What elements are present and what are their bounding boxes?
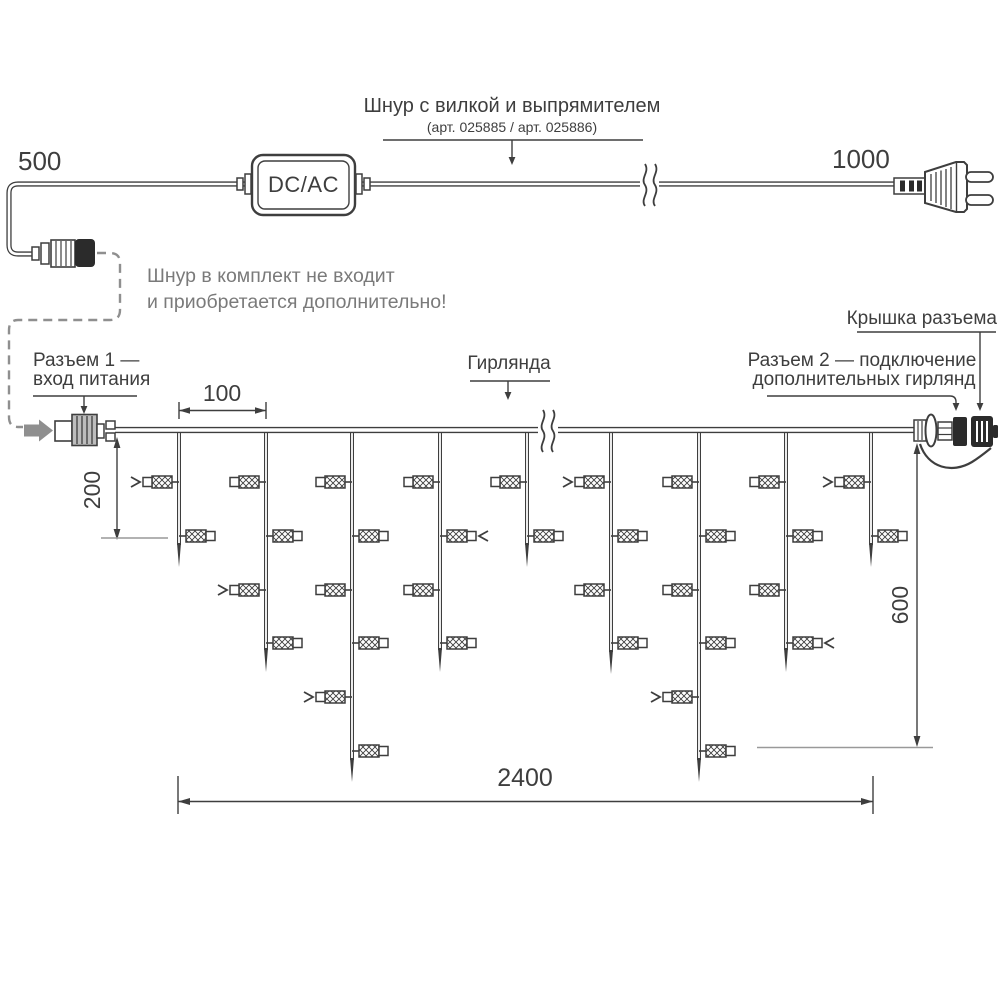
bulb-direction-arrow-icon xyxy=(131,477,140,487)
led-bulb-icon xyxy=(440,637,476,649)
led-bulb-icon xyxy=(352,637,388,649)
led-bulb-icon xyxy=(699,637,735,649)
led-bulb-icon xyxy=(266,530,302,542)
drop-4 xyxy=(404,430,488,672)
power-cord-wire xyxy=(9,184,896,254)
leader-connector1-label xyxy=(33,396,137,414)
drop-tip xyxy=(525,543,529,567)
led-bulb-icon xyxy=(786,637,834,649)
led-bulb-icon xyxy=(266,637,302,649)
leader-garland-label xyxy=(470,381,550,400)
drop-7 xyxy=(651,430,735,782)
garland-break-icon xyxy=(538,410,558,452)
connector2-label-line1: Разъем 2 — подключение xyxy=(747,350,977,371)
led-bulb-icon xyxy=(404,476,440,488)
bulb-direction-arrow-icon xyxy=(823,477,832,487)
led-bulb-icon xyxy=(230,476,266,488)
drop-tip xyxy=(697,758,701,782)
garland-drops xyxy=(131,430,907,782)
bulb-direction-arrow-icon xyxy=(563,477,572,487)
led-bulb-icon xyxy=(750,476,786,488)
drop-8 xyxy=(750,430,834,672)
drop-tip xyxy=(869,543,873,567)
mains-plug-icon xyxy=(894,162,993,212)
drop-tip xyxy=(784,648,788,672)
leader-cord-label xyxy=(383,140,643,165)
dim-1000-label: 1000 xyxy=(832,144,890,174)
led-bulb-icon xyxy=(611,637,647,649)
led-bulb-icon xyxy=(440,530,488,542)
led-bulb-icon xyxy=(179,530,215,542)
garland-label: Гирлянда xyxy=(467,353,551,374)
connector2-label-line2: дополнительных гирлянд xyxy=(752,369,976,390)
led-bulb-icon xyxy=(491,476,527,488)
dcac-label: DC/AC xyxy=(268,172,339,197)
drop-9 xyxy=(823,430,907,567)
cap-tether xyxy=(920,444,991,468)
drop-1 xyxy=(131,430,215,567)
led-bulb-icon xyxy=(750,584,786,596)
led-bulb-icon xyxy=(218,584,266,596)
led-bulb-icon xyxy=(871,530,907,542)
drop-tip xyxy=(350,758,354,782)
bulb-direction-arrow-icon xyxy=(825,638,834,648)
cord-output-connector xyxy=(32,239,95,267)
led-bulb-icon xyxy=(699,745,735,757)
plug-prong-top xyxy=(966,172,993,182)
led-bulb-icon xyxy=(131,476,179,488)
connector2-body xyxy=(953,417,967,446)
led-bulb-icon xyxy=(316,584,352,596)
led-bulb-icon xyxy=(316,476,352,488)
dim-500-label: 500 xyxy=(18,146,62,176)
bulb-direction-arrow-icon xyxy=(304,692,313,702)
drop-tip xyxy=(438,648,442,672)
led-bulb-icon xyxy=(663,584,699,596)
leader-connector2-label xyxy=(767,396,959,411)
cap-label: Крышка разъема xyxy=(846,308,997,329)
led-bulb-icon xyxy=(786,530,822,542)
drop-tip xyxy=(177,543,181,567)
bulb-direction-arrow-icon xyxy=(479,531,488,541)
led-bulb-icon xyxy=(527,530,563,542)
dim-200-label: 200 xyxy=(79,470,105,510)
dashed-connection-path xyxy=(9,253,120,442)
dim-2400-label: 2400 xyxy=(497,764,553,792)
cord-label-title: Шнур с вилкой и выпрямителем xyxy=(363,95,661,117)
cord-break-icon xyxy=(640,164,659,206)
dim-100-label: 100 xyxy=(202,380,242,406)
drop-tip xyxy=(609,650,613,674)
led-bulb-icon xyxy=(651,691,699,703)
cord-note-line2: и приобретается дополнительно! xyxy=(147,291,447,313)
connector1-power-input xyxy=(55,415,115,446)
led-bulb-icon xyxy=(404,584,440,596)
cord-note-line1: Шнур в комплект не входит xyxy=(147,265,395,287)
connector2-and-cap xyxy=(914,415,998,469)
connector-cap-icon xyxy=(971,416,998,447)
led-bulb-icon xyxy=(823,476,871,488)
drop-6 xyxy=(563,430,647,674)
connector1-label-line2: вход питания xyxy=(33,369,151,390)
bulb-direction-arrow-icon xyxy=(651,692,660,702)
drop-3 xyxy=(304,430,388,782)
led-bulb-icon xyxy=(352,745,388,757)
plug-prong-bottom xyxy=(966,195,993,205)
led-bulb-icon xyxy=(699,530,735,542)
led-bulb-icon xyxy=(663,476,699,488)
drop-2 xyxy=(218,430,302,672)
led-bulb-icon xyxy=(611,530,647,542)
connector1-label-line1: Разъем 1 — xyxy=(33,350,140,371)
led-bulb-icon xyxy=(304,691,352,703)
cord-label-art-numbers: (арт. 025885 / арт. 025886) xyxy=(426,119,598,135)
led-bulb-icon xyxy=(563,476,611,488)
drop-tip xyxy=(264,648,268,672)
gray-arrow-icon xyxy=(24,420,53,442)
dim-600-label: 600 xyxy=(887,585,913,625)
led-bulb-icon xyxy=(575,584,611,596)
led-bulb-icon xyxy=(352,530,388,542)
bulb-direction-arrow-icon xyxy=(218,585,227,595)
